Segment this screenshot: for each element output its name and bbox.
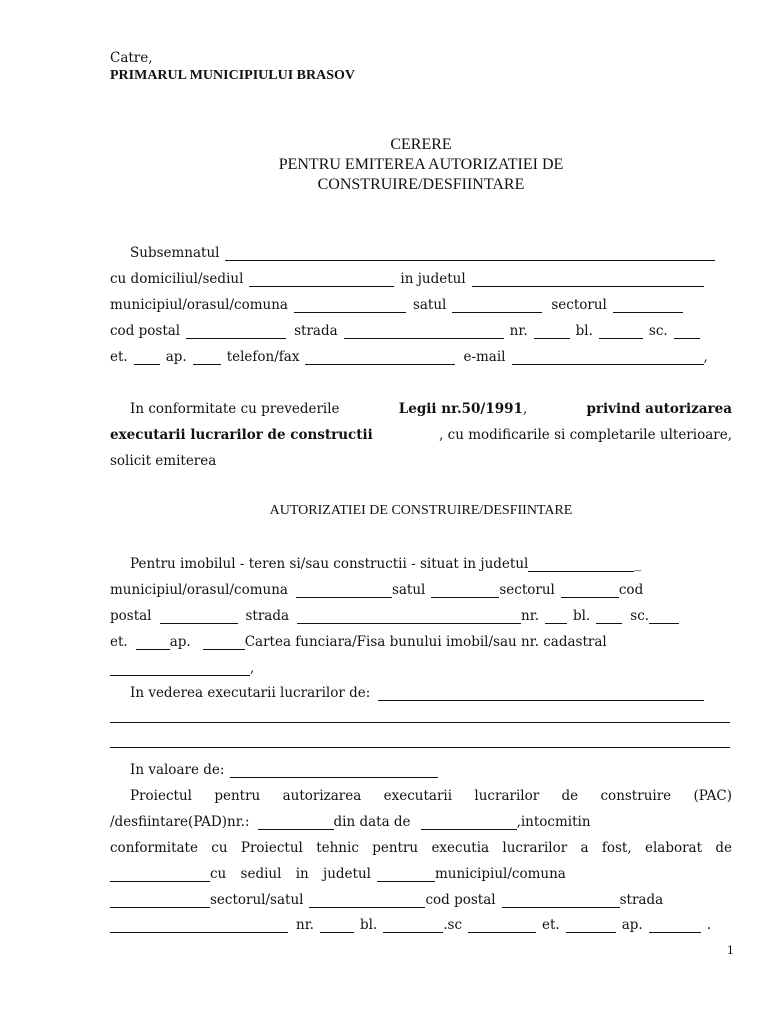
field-project-nr[interactable]	[258, 815, 334, 830]
property-line-2	[110, 582, 732, 598]
applicant-line-5	[110, 349, 732, 365]
label-telefon: telefon/fax	[226, 349, 300, 365]
legal-law: Legii nr.50/1991	[398, 401, 523, 417]
project-data-label: din data de	[333, 814, 411, 830]
project-word: autorizarea	[282, 788, 362, 804]
field-telefon[interactable]	[305, 350, 455, 365]
project-nr-label: nr.:	[227, 814, 250, 830]
field-property-sectorul[interactable]	[561, 583, 619, 598]
field-strada[interactable]	[344, 324, 504, 339]
works-line	[110, 685, 732, 701]
project-desfiintare: /desfiintare	[110, 814, 189, 830]
project-sc: .sc	[443, 917, 463, 933]
addressee-recipient: PRIMARUL MUNICIPIULUI BRASOV	[110, 68, 356, 83]
label-ap: ap.	[165, 349, 187, 365]
project-intocmit: intocmit	[520, 814, 578, 830]
field-project-cod[interactable]	[502, 893, 620, 908]
project-in: in	[577, 814, 591, 830]
field-project-sc[interactable]	[468, 918, 536, 933]
section-title: AUTORIZATIEI DE CONSTRUIRE/DESFIINTARE	[269, 503, 573, 518]
property-line-1	[110, 556, 732, 572]
applicant-end-comma: ,	[703, 349, 708, 365]
label-sc: sc.	[648, 323, 668, 339]
project-end: .	[706, 917, 712, 933]
project-word: executarii	[383, 788, 453, 804]
project-line-3: conformitate cu Proiectul tehnic pentru executia lucrarilor a fost, elaborat de	[110, 840, 732, 856]
property-line-5	[110, 660, 732, 676]
works-blank-line-1[interactable]	[110, 722, 730, 723]
property-label-postal: postal	[110, 608, 152, 624]
property-label-sectorul: sectorul	[499, 582, 555, 598]
field-property-judetul[interactable]	[528, 557, 634, 572]
field-bl[interactable]	[599, 324, 643, 339]
value-label: In valoare de:	[130, 762, 225, 778]
field-sc[interactable]	[674, 324, 700, 339]
field-municipiul[interactable]	[294, 298, 406, 313]
project-line-2	[110, 814, 732, 830]
field-project-judetul[interactable]	[377, 867, 435, 882]
applicant-line-1	[110, 245, 732, 261]
works-blank-line-2[interactable]	[110, 747, 730, 748]
property-label-cod: cod	[618, 582, 644, 598]
property-label-strada: strada	[245, 608, 290, 624]
field-property-sc[interactable]	[649, 609, 679, 624]
property-line-4	[110, 634, 732, 650]
field-satul[interactable]	[452, 298, 542, 313]
project-word: Proiectul	[130, 788, 192, 804]
field-email[interactable]	[512, 350, 704, 365]
field-project-ap[interactable]	[649, 918, 701, 933]
field-property-strada[interactable]	[297, 609, 521, 624]
field-cod-postal[interactable]	[186, 324, 286, 339]
field-property-nr[interactable]	[545, 609, 567, 624]
project-cod: cod postal	[425, 892, 496, 908]
label-satul: satul	[412, 297, 447, 313]
project-word: construire	[600, 788, 672, 804]
field-property-cod-postal[interactable]	[160, 609, 238, 624]
property-label-municipiul: municipiul/orasul/comuna	[110, 582, 288, 598]
project-bl: bl.	[359, 917, 378, 933]
property-label-sc: sc.	[630, 608, 650, 624]
applicant-line-4	[110, 323, 732, 339]
title-line-2: PENTRU EMITEREA AUTORIZATIEI DE	[278, 156, 564, 173]
label-strada: strada	[294, 323, 338, 339]
title-line-1: CERERE	[390, 136, 452, 153]
project-word: (PAC)	[693, 788, 732, 804]
project-word: lucrarilor	[474, 788, 540, 804]
project-line-1	[130, 788, 732, 804]
label-municipiul: municipiul/orasul/comuna	[110, 297, 288, 313]
field-property-ap[interactable]	[203, 635, 245, 650]
field-project-elaborat[interactable]	[110, 867, 210, 882]
field-ap[interactable]	[193, 350, 221, 365]
field-value[interactable]	[230, 763, 438, 778]
field-project-nr-2[interactable]	[320, 918, 354, 933]
legal-intro: In conformitate cu prevederile	[130, 401, 340, 417]
project-comma: ,	[516, 814, 521, 830]
legal-comma: ,	[522, 401, 528, 417]
label-bl: bl.	[575, 323, 593, 339]
page-number: 1	[727, 944, 734, 957]
legal-executarii: executarii lucrarilor de constructii	[110, 427, 373, 443]
label-nr: nr.	[509, 323, 528, 339]
works-label: In vederea executarii lucrarilor de:	[130, 685, 371, 701]
field-project-bl[interactable]	[383, 918, 443, 933]
field-nr[interactable]	[534, 324, 570, 339]
legal-line-1	[110, 401, 732, 417]
property-label-satul: satul	[391, 582, 426, 598]
property-line-3	[110, 608, 732, 624]
property-label-ap: ap.	[169, 634, 191, 650]
label-cod-postal: cod postal	[110, 323, 181, 339]
title-line-3: CONSTRUIRE/DESFIINTARE	[317, 176, 525, 193]
label-email: e-mail	[463, 349, 506, 365]
label-sectorul: sectorul	[551, 297, 607, 313]
project-word: pentru	[214, 788, 261, 804]
field-project-municipiul[interactable]	[110, 893, 210, 908]
project-cu-sediul: cu sediul in judetul	[210, 866, 371, 882]
project-strada: strada	[619, 892, 664, 908]
label-et: et.	[110, 349, 128, 365]
field-name[interactable]	[225, 246, 715, 261]
applicant-line-2	[110, 271, 732, 287]
legal-modificarile: , cu modificarile si completarile ulterioare,	[439, 427, 732, 443]
field-et[interactable]	[134, 350, 160, 365]
field-property-satul[interactable]	[431, 583, 499, 598]
project-et: et.	[542, 917, 560, 933]
applicant-line-3	[110, 297, 732, 313]
legal-line-2	[110, 427, 732, 443]
legal-solicit: solicit emiterea	[110, 453, 217, 469]
field-project-data[interactable]	[421, 815, 517, 830]
project-ap: ap.	[621, 917, 643, 933]
project-line-6	[110, 917, 732, 933]
property-end-comma: ,	[250, 660, 255, 676]
value-line	[110, 762, 732, 778]
addressee-catre: Catre,	[110, 50, 153, 66]
legal-privind: privind autorizarea	[586, 401, 732, 417]
field-project-et[interactable]	[566, 918, 616, 933]
field-property-et[interactable]	[136, 635, 170, 650]
project-sectorul: sectorul/satul	[210, 892, 304, 908]
property-label-bl: bl.	[573, 608, 591, 624]
field-property-cadastral[interactable]	[110, 661, 250, 676]
property-label-et: et.	[110, 634, 128, 650]
field-project-strada[interactable]	[110, 918, 288, 933]
field-judetul[interactable]	[472, 272, 704, 287]
label-subsemnatul: Subsemnatul	[130, 245, 220, 261]
field-property-bl[interactable]	[596, 609, 622, 624]
property-label-nr: nr.	[521, 608, 540, 624]
project-line-4	[110, 866, 732, 882]
label-domiciliu: cu domiciliul/sediul	[110, 271, 244, 287]
project-pad: (PAD)	[188, 814, 227, 830]
project-line-5	[110, 892, 732, 908]
field-domiciliu[interactable]	[249, 272, 394, 287]
field-property-municipiul[interactable]	[296, 583, 392, 598]
project-nr: nr.	[296, 917, 314, 933]
field-sectorul[interactable]	[613, 298, 683, 313]
project-municipiul: municipiul/comuna	[434, 866, 566, 882]
property-intro: Pentru imobilul - teren si/sau constructii - situat in judetul	[130, 556, 529, 572]
property-cartea: Cartea funciara/Fisa bunului imobil/sau nr. cadastral	[244, 634, 607, 650]
property-underscore: _	[634, 556, 642, 572]
field-project-sectorul[interactable]	[309, 893, 425, 908]
label-judetul: in judetul	[400, 271, 466, 287]
project-word: de	[561, 788, 579, 804]
field-works[interactable]	[378, 686, 704, 701]
